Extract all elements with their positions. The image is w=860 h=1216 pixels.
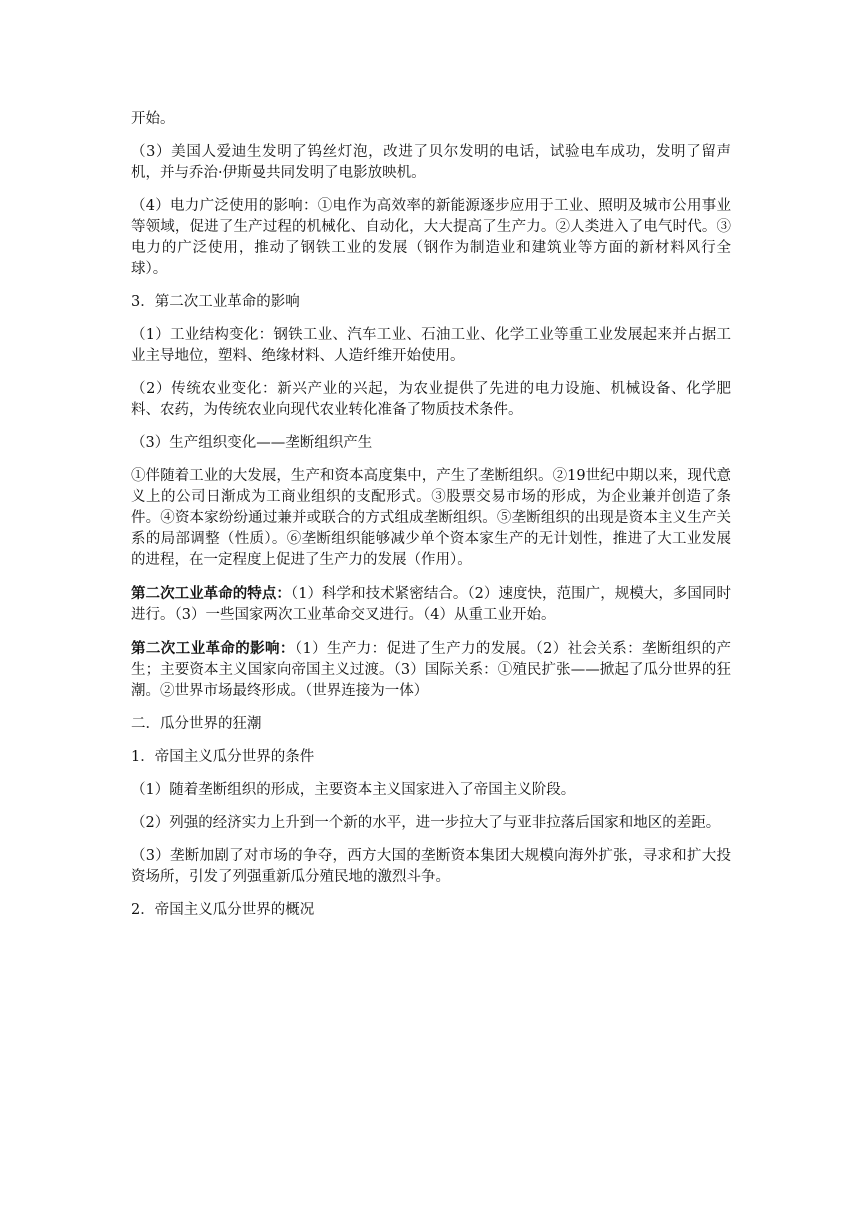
paragraph-text: （3）垄断加剧了对市场的争夺，西方大国的垄断资本集团大规模向海外扩张，寻求和扩大投资场所，引发了列强重新瓜分殖民地的激烈斗争。 bbox=[131, 848, 731, 885]
impact-paragraph bbox=[131, 638, 731, 702]
heading-text: 二．瓜分世界的狂潮 bbox=[131, 716, 262, 732]
paragraph bbox=[131, 433, 731, 454]
paragraph-text: （2）列强的经济实力上升到一个新的水平，进一步拉大了与亚非拉落后国家和地区的差距。 bbox=[131, 815, 721, 831]
paragraph-text: （1）生产力：促进了生产力的发展。（2）社会关系：垄断组织的产生；主要资本主义国家向帝国主义过渡。（3）国际关系：①殖民扩张——掀起了瓜分世界的狂潮。②世界市场最终形成。（世界连接为一体） bbox=[131, 641, 732, 699]
paragraph bbox=[131, 196, 731, 280]
paragraph bbox=[131, 466, 731, 571]
paragraph bbox=[131, 846, 731, 888]
paragraph bbox=[131, 379, 731, 421]
paragraph-text: （1）工业结构变化：钢铁工业、汽车工业、石油工业、化学工业等重工业发展起来并占据工业主导地位，塑料、绝缘材料、人造纤维开始使用。 bbox=[131, 327, 731, 364]
paragraph-text: （1）随着垄断组织的形成，主要资本主义国家进入了帝国主义阶段。 bbox=[131, 782, 576, 798]
paragraph bbox=[131, 780, 731, 801]
document-body bbox=[131, 109, 731, 933]
paragraph-text: （3）美国人爱迪生发明了钨丝灯泡，改进了贝尔发明的电话，试验电车成功，发明了留声机，并与乔治·伊斯曼共同发明了电影放映机。 bbox=[131, 144, 731, 181]
section-heading bbox=[131, 747, 731, 768]
heading-text: 3．第二次工业革命的影响 bbox=[131, 294, 300, 310]
features-label: 第二次工业革命的特点： bbox=[131, 585, 291, 602]
section-heading bbox=[131, 900, 731, 921]
paragraph-text: （1）科学和技术紧密结合。（2）速度快，范围广，规模大，多国同时进行。（3）一些国家两次工业革命交叉进行。（4）从重工业开始。 bbox=[131, 586, 731, 623]
section-heading bbox=[131, 292, 731, 313]
paragraph bbox=[131, 109, 731, 130]
paragraph-text: （4）电力广泛使用的影响：①电作为高效率的新能源逐步应用于工业、照明及城市公用事业等领域，促进了生产过程的机械化、自动化，大大提高了生产力。②人类进入了电气时代。③电力的广泛使用，推动了钢铁工业的发展（钢作为制造业和建筑业等方面的新材料风行全球）。 bbox=[131, 198, 731, 277]
paragraph-text: （2）传统农业变化：新兴产业的兴起，为农业提供了先进的电力设施、机械设备、化学肥料、农药，为传统农业向现代农业转化准备了物质技术条件。 bbox=[131, 381, 731, 418]
paragraph bbox=[131, 813, 731, 834]
impact-label: 第二次工业革命的影响： bbox=[131, 640, 295, 657]
paragraph bbox=[131, 325, 731, 367]
features-paragraph bbox=[131, 583, 731, 626]
paragraph-text: 开始。 bbox=[131, 111, 175, 127]
paragraph-text: （3）生产组织变化——垄断组织产生 bbox=[131, 435, 373, 451]
heading-text: 1．帝国主义瓜分世界的条件 bbox=[131, 749, 315, 765]
paragraph-text: ①伴随着工业的大发展，生产和资本高度集中，产生了垄断组织。②19世纪中期以来，现代意义上的公司日渐成为工商业组织的支配形式。③股票交易市场的形成，为企业兼并创造了条件。④资本家纷纷通过兼并或联合的方式组成垄断组织。⑤垄断组织的出现是资本主义生产关系的局部调整（性质）。⑥垄断组织能够减少单个资本家生产的无计划性，推进了大工业发展的进程，在一定程度上促进了生产力的发展（作用）。 bbox=[131, 468, 731, 568]
heading-text: 2．帝国主义瓜分世界的概况 bbox=[131, 902, 315, 918]
section-heading bbox=[131, 714, 731, 735]
paragraph bbox=[131, 142, 731, 184]
